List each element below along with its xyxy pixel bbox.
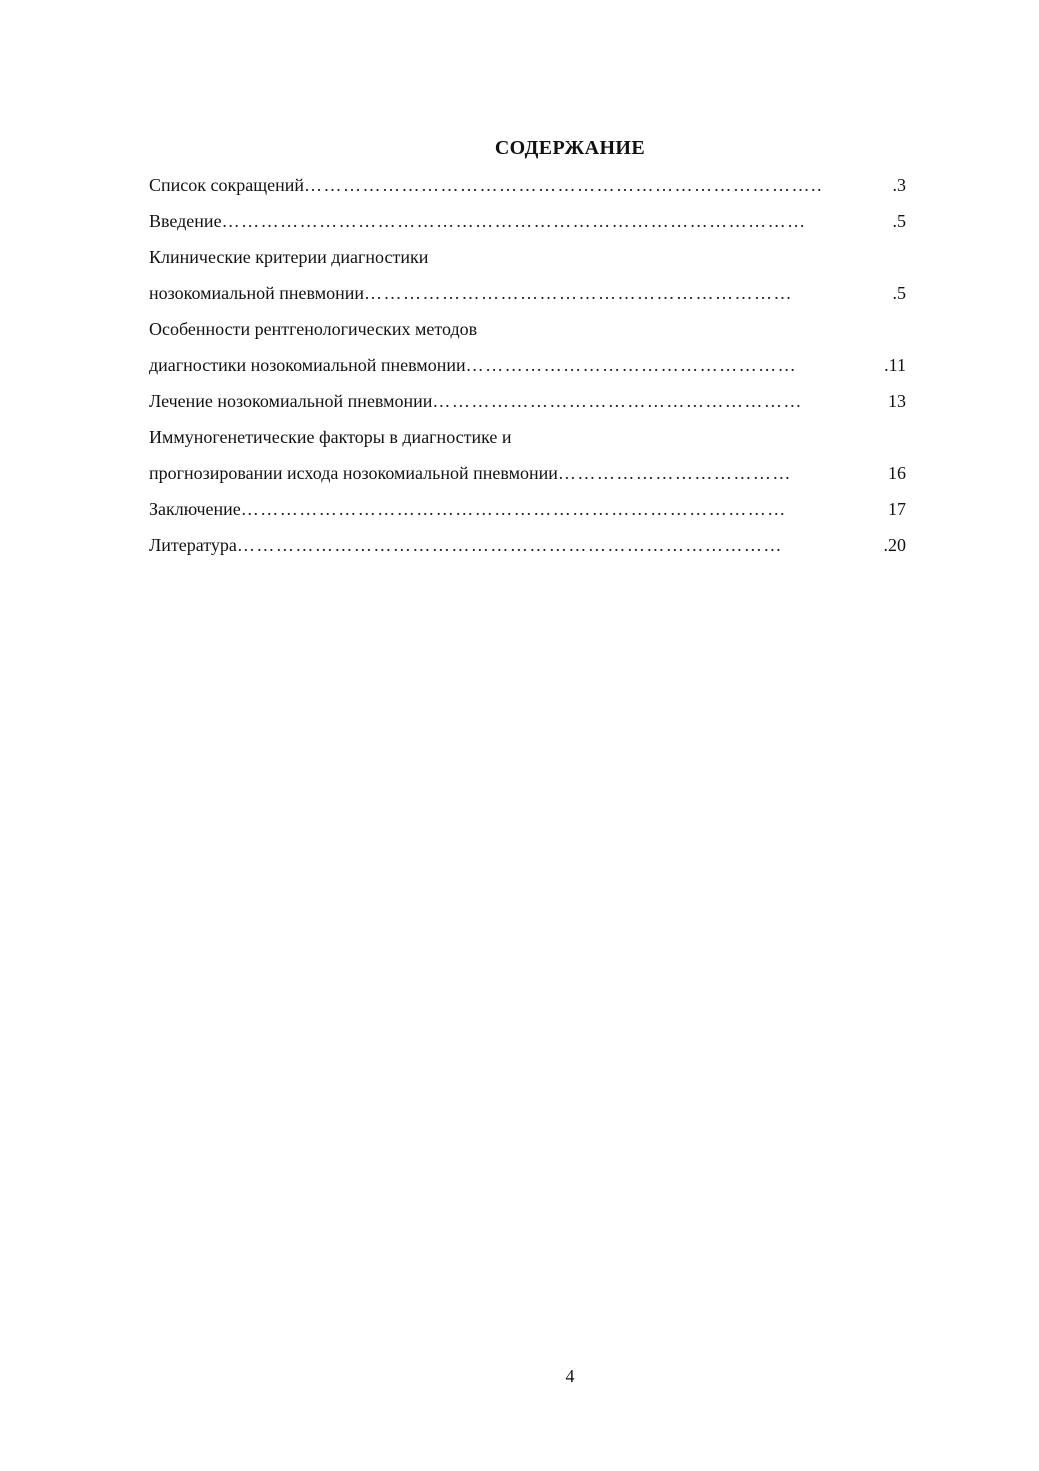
toc-entry-title: Иммуногенетические факторы в диагностике и (149, 427, 512, 447)
toc-entry (149, 350, 906, 386)
toc-entry (149, 530, 906, 566)
toc-entry (149, 314, 906, 350)
toc-entry (149, 458, 906, 494)
toc-entry (149, 170, 906, 206)
toc-entry-leader: …………………………………………… (465, 355, 798, 375)
toc-entry-page: .5 (892, 283, 906, 303)
toc-entry-page: .3 (892, 175, 906, 195)
page-number: 4 (565, 1366, 575, 1386)
toc-entry-title: диагностики нозокомиальной пневмонии (149, 355, 466, 375)
toc-entry-leader: ………………………………………………… (432, 391, 803, 411)
toc-entry (149, 494, 906, 530)
toc-entry-title: Клинические критерии диагностики (149, 247, 429, 267)
toc-entry-page: .20 (883, 535, 906, 555)
toc-entry-page: .5 (892, 211, 906, 231)
toc-entry-title: Введение (149, 211, 222, 231)
page-title: СОДЕРЖАНИЕ (494, 137, 646, 159)
toc-entry-page: .11 (884, 355, 906, 375)
toc-entry (149, 206, 906, 242)
toc-entry-leader: ……………………………… (557, 463, 792, 483)
toc-entry-leader: ……………………………………………………………………………… (221, 211, 807, 231)
toc-entry-page: 13 (888, 391, 906, 411)
toc-entry-page: 17 (888, 499, 906, 519)
toc-entry-title: Заключение (149, 499, 241, 519)
toc-entry (149, 242, 906, 278)
toc-entry-title: Литература (149, 535, 237, 555)
toc-entry-leader: ………………………………………………………………………… (236, 535, 783, 555)
toc-entry-leader: ………………………………………………………………………… (240, 499, 787, 519)
toc-entry-leader: ………………………………………………………… (364, 283, 793, 303)
toc-entry-title: Особенности рентгенологических методов (149, 319, 478, 339)
toc-entry (149, 422, 906, 458)
toc-entry-leader: …………………………………………………………………….. (303, 175, 823, 195)
toc-entry-title: прогнозировании исхода нозокомиальной пневмонии (149, 463, 558, 483)
toc-entry-title: Лечение нозокомиальной пневмонии (149, 391, 433, 411)
toc-entry-title: Список сокращений (149, 175, 304, 195)
toc-entry (149, 278, 906, 314)
toc-entry-title: нозокомиальной пневмонии (149, 283, 364, 303)
toc-entry (149, 386, 906, 422)
toc-entry-page: 16 (888, 463, 906, 483)
table-of-contents (149, 170, 906, 566)
